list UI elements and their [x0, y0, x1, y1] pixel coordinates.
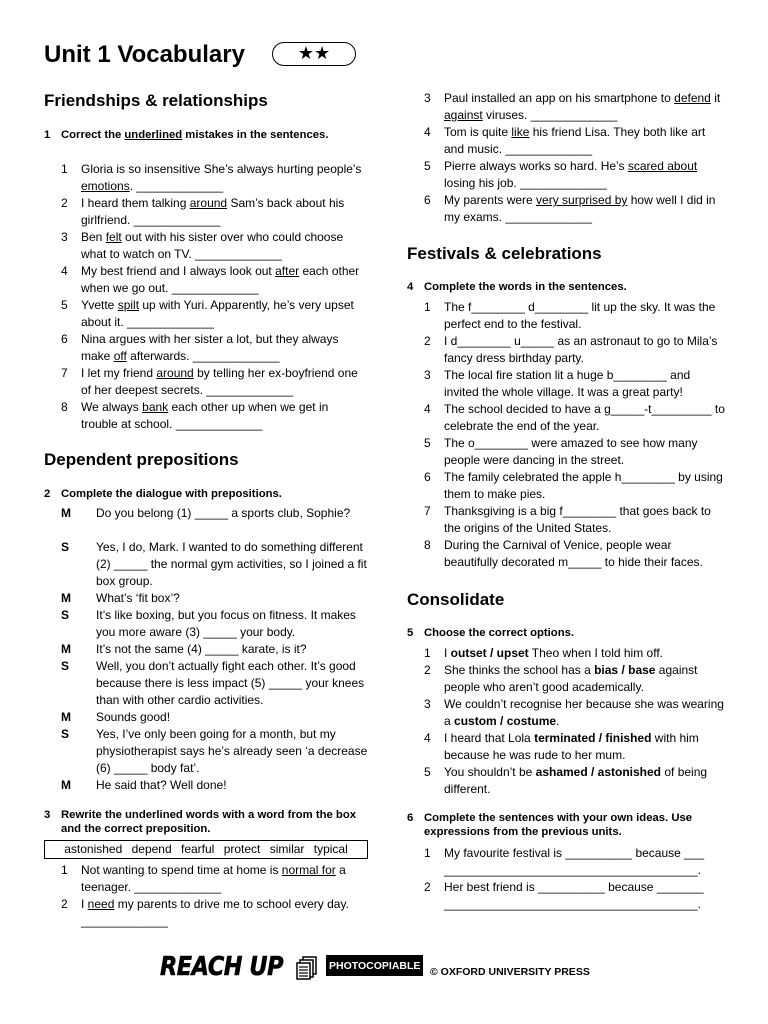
exercise-5-instruction: 5 Choose the correct options.: [407, 627, 575, 639]
list-item: 3 Paul installed an app on his smartphone to defend it against viruses. _____________: [424, 91, 721, 122]
list-item: 5 The o________ were amazed to see how many people were dancing in the street.: [424, 436, 698, 467]
footer: [160, 952, 620, 986]
section-heading-friendships: Friendships & relationships: [44, 91, 268, 110]
list-item: 5 You shouldn’t be ashamed / astonished of being different.: [424, 765, 708, 796]
publisher-logo: REACH UP: [160, 952, 284, 982]
word-box-word: protect: [223, 842, 261, 856]
list-item: 5 Yvette spilt up with Yuri. Apparently, he’s very upset about it. _____________: [61, 298, 354, 329]
dialogue-line: S Well, you don’t actually fight each other. It’s good because there is less impact (5) _____ your knees than with other cardio activities.: [61, 659, 365, 707]
section-heading-dependent-prepositions: Dependent prepositions: [44, 450, 239, 469]
page-title: Unit 1 Vocabulary: [44, 41, 245, 68]
stacked-pages-icon: [296, 956, 318, 980]
list-item: 3 Ben felt out with his sister over who could choose what to watch on TV. _____________: [61, 230, 344, 261]
list-item: 4 The school decided to have a g_____-t_________ to celebrate the end of the year.: [424, 402, 725, 433]
list-item: 8 During the Carnival of Venice, people wear beautifully decorated m_____ to hide their faces.: [424, 538, 703, 569]
dialogue-line: M It’s not the same (4) _____ karate, is it?: [61, 642, 307, 656]
list-item: 2 I need my parents to drive me to school every day. _____________: [61, 897, 349, 928]
list-item: 6 Nina argues with her sister a lot, but they always make off afterwards. _____________: [61, 332, 339, 363]
list-item: 2 Her best friend is __________ because _______ ______________________________________.: [424, 880, 704, 911]
list-item: 5 Pierre always works so hard. He’s scared about losing his job. _____________: [424, 159, 698, 190]
dialogue-line: S Yes, I do, Mark. I wanted to do something different (2) _____ the normal gym activities, so I joined a fit box group.: [61, 540, 367, 588]
speaker: S: [61, 727, 70, 741]
list-item: 4 Tom is quite like his friend Lisa. They both like art and music. _____________: [424, 125, 706, 156]
list-item: 1 Not wanting to spend time at home is normal for a teenager. _____________: [61, 863, 346, 894]
speaker: M: [61, 778, 71, 792]
exercise-3-instruction: 3 Rewrite the underlined words with a word from the box and the correct preposition.: [44, 809, 356, 835]
list-item: 6 My parents were very surprised by how well I did in my exams. _____________: [424, 193, 716, 224]
publisher-credit: © OXFORD UNIVERSITY PRESS: [430, 966, 590, 978]
list-item: 2 I d________ u_____ as an astronaut to go to Mila’s fancy dress birthday party.: [424, 334, 718, 365]
photocopiable-badge: PHOTOCOPIABLE: [326, 955, 423, 976]
speaker: M: [61, 591, 71, 605]
section-heading-festivals: Festivals & celebrations: [407, 244, 602, 263]
speaker: M: [61, 506, 71, 520]
list-item: 7 Thanksgiving is a big f________ that goes back to the origins of the United States.: [424, 504, 711, 535]
speaker: S: [61, 540, 70, 554]
exercise-6-instruction: 6 Complete the sentences with your own ideas. Use expressions from the previous units.: [407, 812, 693, 838]
dialogue-line: M Do you belong (1) _____ a sports club, Sophie?: [61, 506, 351, 520]
dialogue-line: S Yes, I’ve only been going for a month, but my physiotherapist says he’s already seen ‘a decrease (6) _____ body fat’.: [61, 727, 368, 775]
dialogue-line: M What’s ‘fit box’?: [61, 591, 180, 605]
word-box-word: astonished: [64, 842, 123, 856]
list-item: 6 The family celebrated the apple h________ by using them to make pies.: [424, 470, 723, 501]
word-box-word: depend: [131, 842, 172, 856]
list-item: 3 We couldn’t recognise her because she was wearing a custom / costume.: [424, 697, 724, 728]
dialogue-line: S It’s like boxing, but you focus on fitness. It makes you more aware (3) _____ your body.: [61, 608, 356, 639]
section-heading-consolidate: Consolidate: [407, 590, 505, 609]
word-box-word: fearful: [181, 842, 215, 856]
list-item: 4 My best friend and I always look out after each other when we go out. _____________: [61, 264, 360, 295]
list-item: 1 I outset / upset Theo when I told him off.: [424, 646, 663, 660]
word-box-word: typical: [313, 842, 348, 856]
list-item: 1 Gloria is so insensitive She’s always hurting people’s emotions. _____________: [61, 162, 362, 193]
dialogue-line: M Sounds good!: [61, 710, 171, 724]
list-item: 2 She thinks the school has a bias / base against people who aren’t good academically.: [424, 663, 698, 694]
list-item: 3 The local fire station lit a huge b________ and invited the whole village. It was a great party!: [424, 368, 691, 399]
list-item: 8 We always bank each other up when we get in trouble at school. _____________: [61, 400, 329, 431]
exercise-2-instruction: 2 Complete the dialogue with prepositions.: [44, 488, 282, 500]
dialogue-line: M He said that? Well done!: [61, 778, 227, 792]
speaker: S: [61, 659, 70, 673]
speaker: M: [61, 642, 71, 656]
exercise-4-instruction: 4 Complete the words in the sentences.: [407, 281, 627, 293]
exercise-1-instruction: [44, 128, 368, 142]
list-item: 4 I heard that Lola terminated / finished with him because he was rude to her mum.: [424, 731, 699, 762]
list-item: 1 My favourite festival is __________ because ___ ______________________________________.: [424, 846, 705, 877]
word-box-word: similar: [269, 842, 305, 856]
list-item: 1 The f________ d________ lit up the sky. It was the perfect end to the festival.: [424, 300, 716, 331]
list-item: 7 I let my friend around by telling her ex-boyfriend one of her deepest secrets. _____________: [61, 366, 358, 397]
speaker: S: [61, 608, 70, 622]
difficulty-stars: ★★: [272, 42, 356, 66]
speaker: M: [61, 710, 71, 724]
list-item: 2 I heard them talking around Sam’s back about his girlfriend. _____________: [61, 196, 345, 227]
instruction-text: Correct the underlined mistakes in the sentences.: [61, 129, 329, 141]
exercise-number: 1: [44, 129, 51, 141]
word-box: [44, 840, 368, 859]
